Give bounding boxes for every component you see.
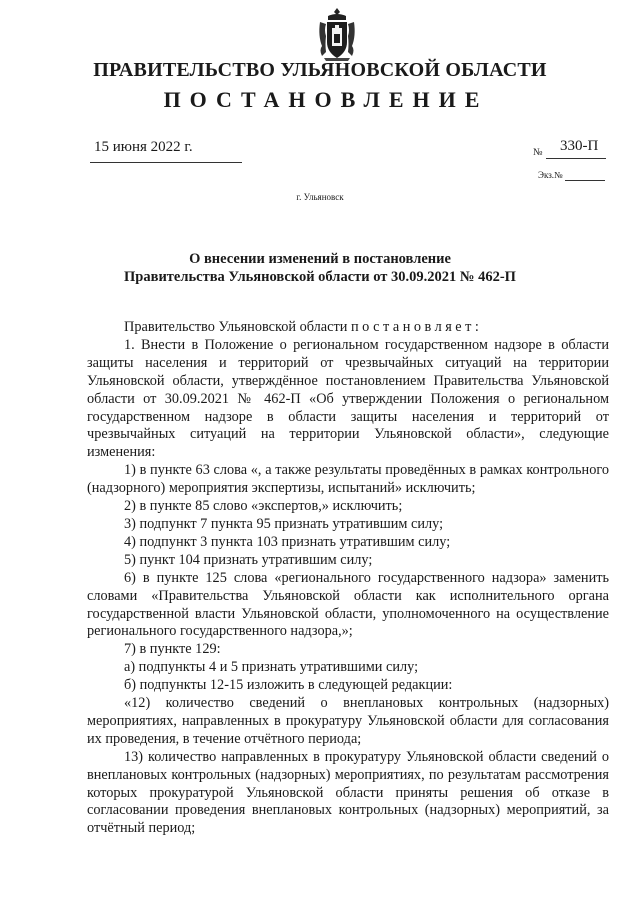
coat-of-arms-emblem — [316, 6, 358, 62]
paragraph-7: 6) в пункте 125 слова «регионального государственного надзора» заменить словами «Правительства Ульяновской области как исполнительного органа государственной власти Ульяновской области, уполномоченного на осуществление регионального государственного надзора,»; — [87, 569, 609, 640]
document-subject — [0, 250, 640, 286]
paragraph-8: 7) в пункте 129: — [124, 641, 221, 658]
city-name: г. Ульяновск — [296, 192, 344, 202]
paragraph-11: «12) количество сведений о внеплановых контрольных (надзорных) мероприятиях, направленных в прокуратуру Ульяновской области для согласования их проведения, в течение отчётного периода; — [87, 695, 609, 747]
number-underline — [546, 158, 606, 159]
paragraph-9: а) подпункты 4 и 5 признать утратившими силу; — [124, 659, 419, 676]
paragraph-4: 3) подпункт 7 пункта 95 признать утратившим силу; — [124, 515, 444, 532]
paragraph-2: 1) в пункте 63 слова «, а также результаты проведённых в рамках контрольного (надзорного) мероприятия экспертизы, испытаний» исключить; — [87, 462, 609, 497]
document-date: 15 июня 2022 г. — [94, 139, 193, 155]
intro-paragraph — [87, 319, 609, 337]
subject-line-2: Правительства Ульяновской области от 30.09.2021 № 462-П — [124, 269, 516, 285]
paragraph-12: 13) количество направленных в прокуратуру Ульяновской области сведений о внеплановых контрольных (надзорных) мероприятиях, по результатам рассмотрения которых прокуратурой Ульяновской области приняты решения об отказе в согласовании проведения внеплановых контрольных (надзорных) мероприятий, за отчётный период; — [87, 748, 609, 837]
government-title: ПРАВИТЕЛЬСТВО УЛЬЯНОВСКОЙ ОБЛАСТИ — [93, 59, 547, 81]
paragraph-6: 5) пункт 104 признать утратившим силу; — [124, 551, 373, 568]
paragraph-3: 2) в пункте 85 слово «экспертов,» исключить; — [124, 498, 403, 515]
document-body — [87, 319, 609, 838]
date-underline — [90, 162, 242, 163]
intro-verb: постановляет — [350, 319, 475, 335]
copy-number-underline — [565, 180, 605, 181]
paragraph-10: б) подпункты 12-15 изложить в следующей редакции: — [124, 677, 453, 694]
intro-colon: : — [474, 319, 479, 335]
paragraph-1: 1. Внести в Положение о региональном государственном надзоре в области защиты населения и территорий от чрезвычайных ситуаций на территории Ульяновской области, утверждённое постановлением Правительства Ульяновской области от 30.09.2021 № 462-П «Об утверждении Положения о региональном государственном надзоре в области защиты населения и территорий от чрезвычайных ситуаций на территории Ульяновской области», следующие изменения: — [87, 336, 609, 461]
subject-line-1: О внесении изменений в постановление — [189, 251, 451, 267]
number-label: № — [533, 147, 543, 158]
paragraph-5: 4) подпункт 3 пункта 103 признать утратившим силу; — [124, 533, 451, 550]
copy-number-label: Экз.№ — [538, 170, 563, 180]
document-number: 330-П — [560, 138, 599, 154]
document-type-heading: ПОСТАНОВЛЕНИЕ — [163, 87, 489, 112]
intro-subject: Правительство Ульяновской области — [124, 319, 351, 335]
